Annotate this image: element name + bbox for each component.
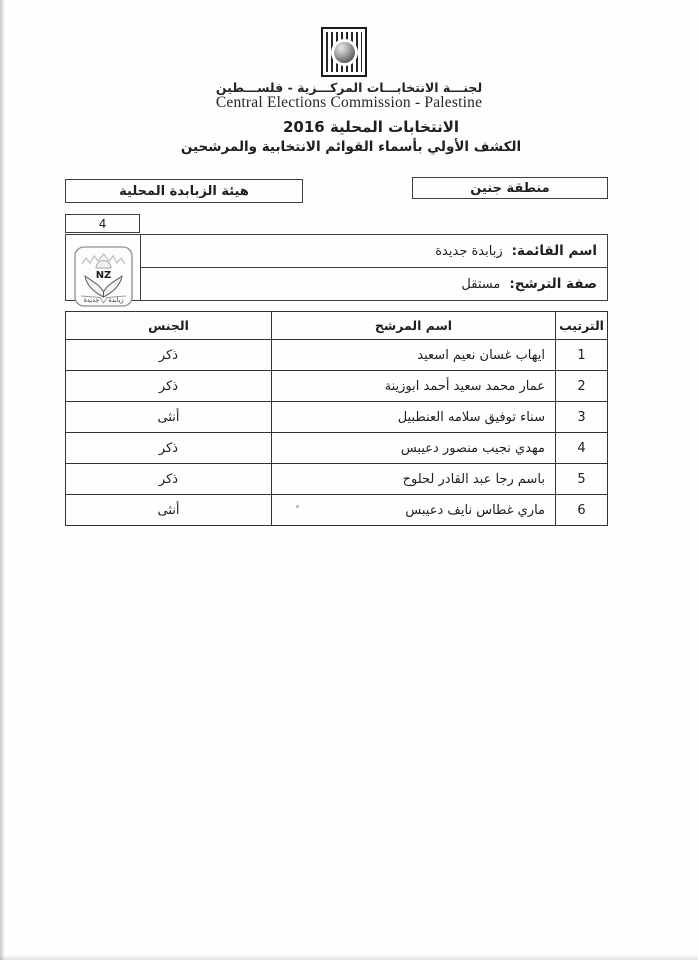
cell-rank: 3 (577, 409, 586, 425)
table-row (66, 494, 607, 525)
header-candidate-name: اسم المرشح (272, 312, 556, 339)
cell-name: سناء توفيق سلامه العنطبيل (272, 402, 556, 432)
ribbon-text-left: جديدة (83, 297, 100, 304)
table-row (66, 432, 607, 463)
list-number-box: 4 (65, 214, 140, 233)
list-name-row (141, 235, 607, 268)
cell-rank: 2 (577, 378, 586, 394)
cell-gender: أنثى (66, 495, 272, 525)
org-name-arabic: لجنـــة الانتخابـــات المركـــزية - فلســـطين (215, 80, 483, 95)
cell-name: ايهاب غسان نعيم اسعيد (272, 340, 556, 370)
cec-ballot-box-logo-icon (321, 27, 367, 77)
cell-rank: 6 (577, 502, 586, 518)
cell-rank: 5 (577, 471, 586, 487)
list-name-label: اسم القائمة: (511, 243, 597, 259)
cell-name: ماري غطاس نايف دعيبس (272, 495, 556, 525)
candidacy-type-value: مستقل (461, 276, 501, 292)
org-name-english: Central Elections Commission - Palestine (215, 94, 483, 111)
document-subtitle: الكشف الأولي بأسماء القوائم الانتخابية والمرشحين (180, 139, 522, 155)
cell-rank: 4 (577, 440, 586, 456)
list-info-panel (65, 234, 608, 301)
cell-name: باسم رجا عبد القادر لحلوح (272, 464, 556, 494)
list-name-value: زبابدة جديدة (435, 243, 503, 259)
scan-speck-artifact (296, 505, 299, 508)
cell-name: مهدي نجيب منصور دعيبس (272, 433, 556, 463)
list-logo-nz-icon (74, 246, 133, 307)
logo-monogram: NZ (95, 270, 112, 281)
header-rank: الترتيب (559, 318, 604, 333)
cell-gender: ذكر (66, 464, 272, 494)
cell-rank: 1 (577, 347, 586, 363)
table-row (66, 339, 607, 370)
list-info-rows (141, 235, 607, 300)
region-box: منطقة جنين (412, 177, 608, 199)
table-row (66, 370, 607, 401)
authority-box: هيئة الزبابدة المحلية (65, 179, 303, 203)
table-row (66, 463, 607, 494)
candidates-table (65, 311, 608, 526)
candidacy-type-label: صفة الترشح: (509, 276, 597, 292)
cell-gender: ذكر (66, 371, 272, 401)
cell-gender: ذكر (66, 340, 272, 370)
cell-gender: أنثى (66, 402, 272, 432)
candidacy-type-row (141, 268, 607, 300)
table-header-row (66, 312, 607, 339)
logo-sphere (334, 42, 355, 63)
cell-gender: ذكر (66, 433, 272, 463)
ribbon-text-right: زبابدة (108, 297, 124, 304)
cell-name: عمار محمد سعيد أحمد ابوزينة (272, 371, 556, 401)
document-title: الانتخابات المحلية 2016 (282, 118, 460, 136)
candidates-table-body (66, 339, 607, 525)
header-gender: الجنس (66, 312, 272, 339)
table-row (66, 401, 607, 432)
scan-edge-artifact (0, 955, 698, 960)
